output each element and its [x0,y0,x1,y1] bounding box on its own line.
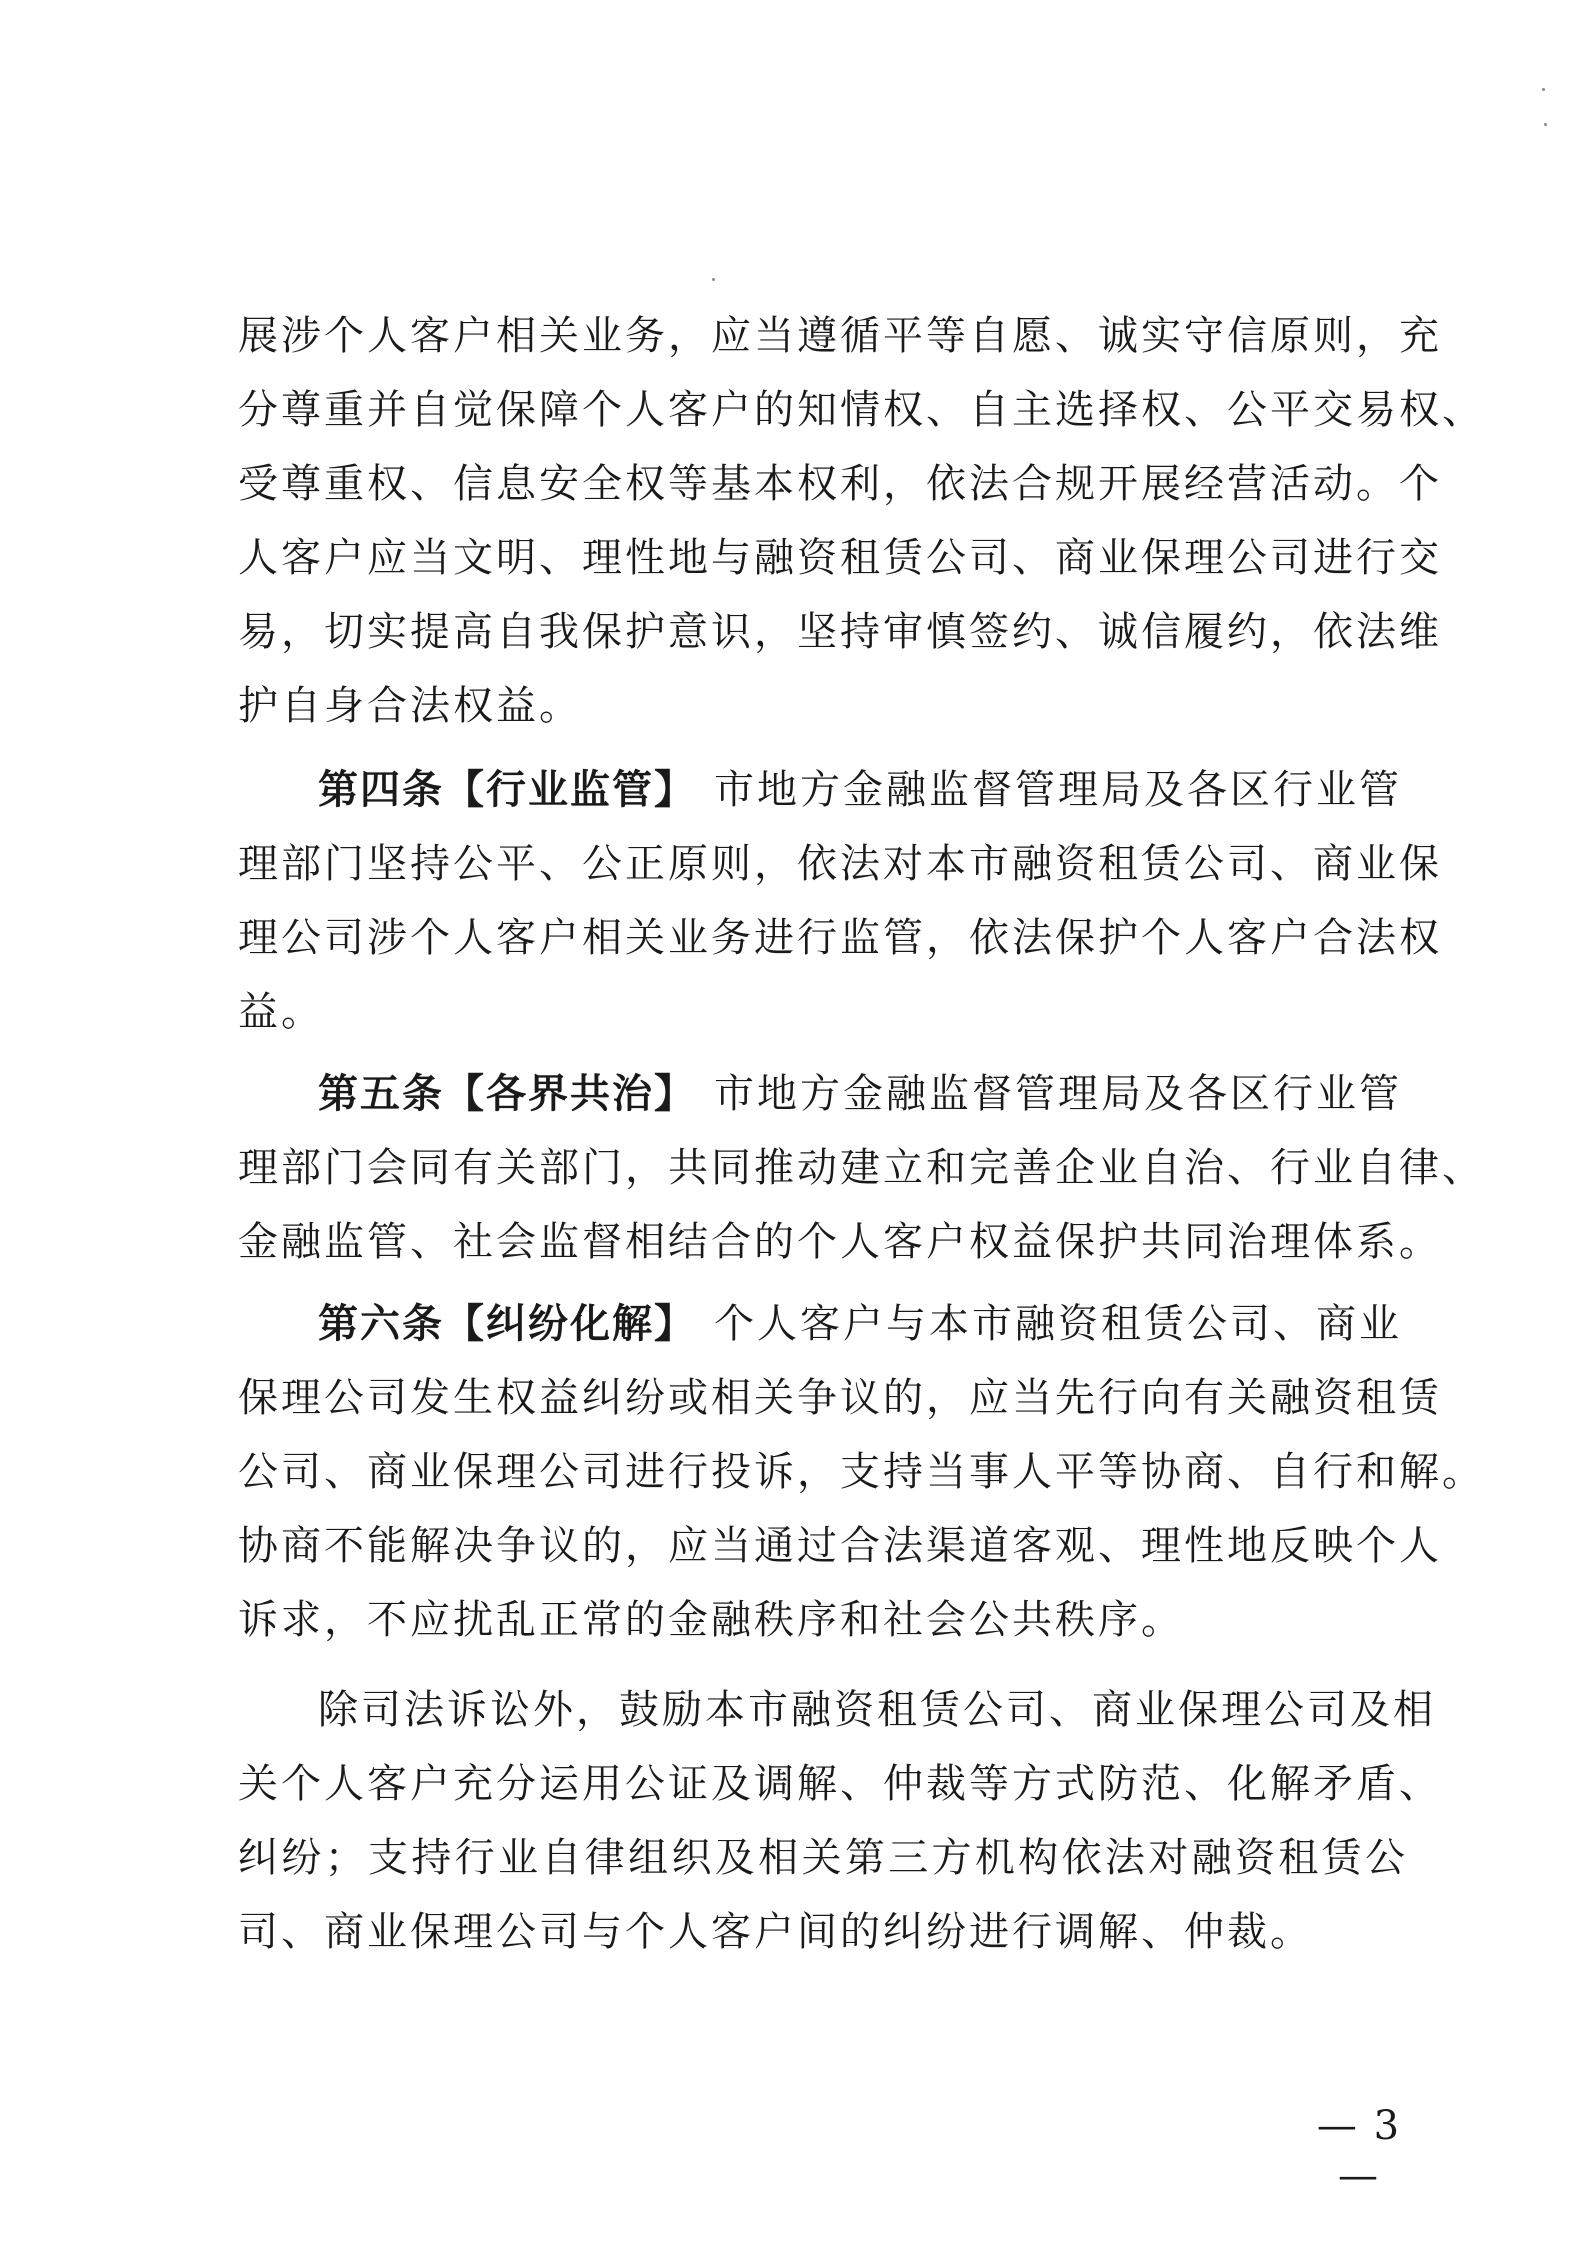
body-line: 理公司涉个人客户相关业务进行监管，依法保护个人客户合法权 [238,915,1442,961]
scan-mark [712,278,715,281]
body-line: 公司、商业保理公司进行投诉，支持当事人平等协商、自行和解。 [238,1449,1485,1495]
body-line: 关个人客户充分运用公证及调解、仲裁等方式防范、化解矛盾、 [238,1761,1442,1807]
scan-mark [1544,123,1547,126]
body-line: 理部门坚持公平、公正原则，依法对本市融资租赁公司、商业保 [238,841,1442,887]
body-line: 护自身合法权益。 [238,683,582,729]
body-line: 协商不能解决争议的，应当通过合法渠道客观、理性地反映个人 [238,1523,1442,1569]
body-line: 人客户应当文明、理性地与融资租赁公司、商业保理公司进行交 [238,535,1442,581]
body-line: 诉求，不应扰乱正常的金融秩序和社会公共秩序。 [238,1597,1184,1643]
body-text: 市地方金融监督管理局及各区行业管 [714,767,1402,813]
page-number: — 3 — [1316,2103,1402,2199]
body-line: 展涉个人客户相关业务，应当遵循平等自愿、诚实守信原则，充 [238,313,1442,359]
body-line: 理部门会同有关部门，共同推动建立和完善企业自治、行业自律、 [238,1145,1485,1191]
body-line: 纠纷；支持行业自律组织及相关第三方机构依法对融资租赁公 [238,1835,1408,1881]
article-heading: 第六条【纠纷化解】 [318,1301,696,1347]
body-line: 保理公司发生权益纠纷或相关争议的，应当先行向有关融资租赁 [238,1375,1442,1421]
body-text: 个人客户与本市融资租赁公司、商业 [714,1301,1402,1347]
body-line: 司、商业保理公司与个人客户间的纠纷进行调解、仲裁。 [238,1909,1313,1955]
body-line: 除司法诉讼外，鼓励本市融资租赁公司、商业保理公司及相 [318,1687,1436,1733]
article-heading: 第四条【行业监管】 [318,767,696,813]
article-first-line [318,1294,1408,1354]
body-text: 市地方金融监督管理局及各区行业管 [714,1071,1402,1117]
body-line: 分尊重并自觉保障个人客户的知情权、自主选择权、公平交易权、 [238,387,1485,433]
article-first-line [318,1064,1408,1124]
scan-mark [1542,88,1545,91]
body-line: 受尊重权、信息安全权等基本权利，依法合规开展经营活动。个 [238,461,1442,507]
article-heading: 第五条【各界共治】 [318,1071,696,1117]
body-line: 益。 [238,989,324,1035]
body-line: 易，切实提高自我保护意识，坚持审慎签约、诚信履约，依法维 [238,609,1442,655]
body-line: 金融监管、社会监督相结合的个人客户权益保护共同治理体系。 [238,1219,1442,1265]
article-first-line [318,760,1408,820]
